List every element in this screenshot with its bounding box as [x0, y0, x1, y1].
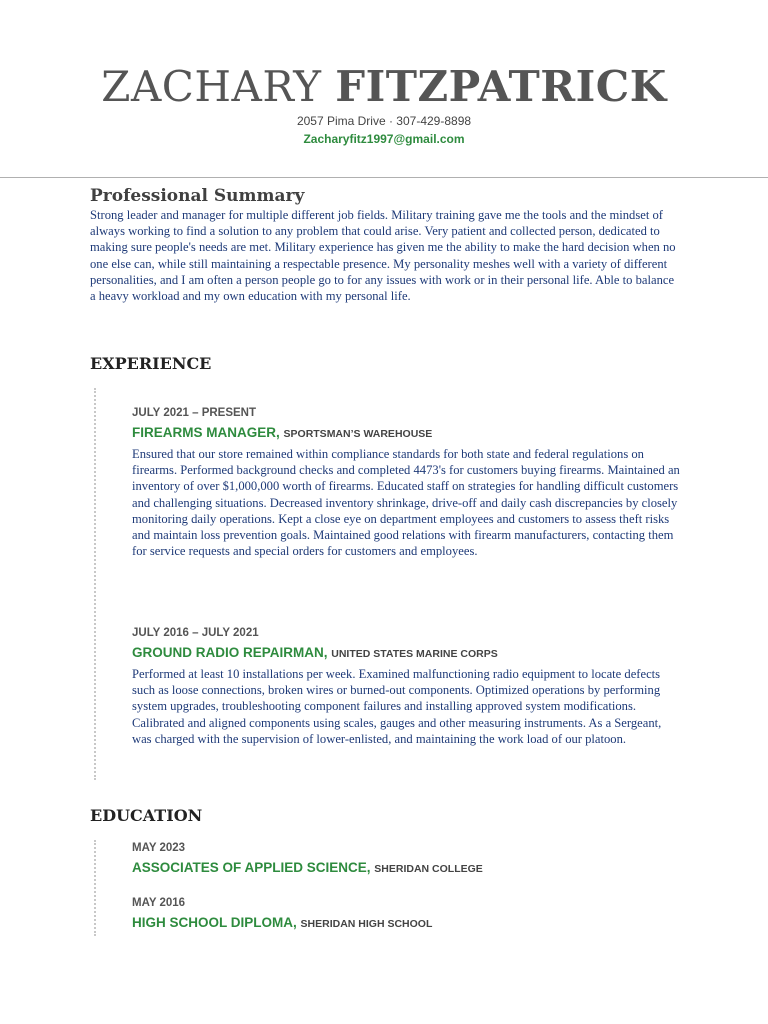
address-phone: 2057 Pima Drive · 307-429-8898 [296, 114, 472, 128]
header-divider [0, 177, 768, 178]
education-heading: EDUCATION [90, 806, 203, 825]
email-link[interactable]: Zacharyfitz1997@gmail.com [303, 132, 465, 146]
education-timeline [94, 840, 96, 936]
candidate-name [0, 62, 768, 111]
job-description: Performed at least 10 installations per week. Examined malfunctioning radio equipment to locate defects such as loose connections, broken wires or burned-out components. Optimized operations by performing system upgrades, troubleshooting component failures and installing approved system modifications. Calibrated and aligned components using scales, gauges and other measuring instruments. As a Sergeant, was charged with the supervision of lower-enlisted, and maintaining the work load of our platoon. [132, 667, 662, 746]
experience-heading: EXPERIENCE [90, 354, 212, 373]
education-title [132, 915, 432, 930]
education-degree: HIGH SCHOOL DIPLOMA, [132, 915, 297, 930]
education-degree: ASSOCIATES OF APPLIED SCIENCE, [132, 860, 371, 875]
job-date: JULY 2021 – PRESENT [132, 407, 257, 419]
job-date: JULY 2016 – JULY 2021 [132, 627, 259, 639]
summary-text: Strong leader and manager for multiple different job fields. Military training gave me the tools and the mindset of always working to find a solution to any problem that could arise. Very patient and collected person, dedicated to making sure people's needs are met. Military experience has given me the ability to make the hard decision when no one else can, while still maintaining a respectable presence. My personality meshes well with a variety of different personalities, and I am often a person people go to for any issues with work or in their personal life. Able to balance a heavy workload and my own education with my personal life. [90, 208, 676, 304]
job-title [132, 645, 498, 660]
job-role: GROUND RADIO REPAIRMAN, [132, 645, 328, 660]
job-organization: SPORTSMAN’S WAREHOUSE [283, 428, 433, 440]
education-date: MAY 2023 [132, 842, 186, 854]
education-title [132, 860, 483, 875]
summary-heading: Professional Summary [90, 186, 305, 206]
education-school: SHERIDAN COLLEGE [374, 863, 483, 875]
job-role: FIREARMS MANAGER, [132, 425, 280, 440]
job-title [132, 425, 432, 440]
last-name: FITZPATRICK [335, 62, 667, 111]
education-date: MAY 2016 [132, 897, 186, 909]
job-organization: UNITED STATES MARINE CORPS [331, 648, 498, 660]
experience-timeline [94, 388, 96, 780]
first-name: ZACHARY [101, 62, 322, 111]
job-description: Ensured that our store remained within compliance standards for both state and federal regulations on firearms. Performed background checks and completed 4473's for customers buying firearms. Maintained an inventory of over $1,000,000 worth of firearms. Educated staff on strategies for handling difficult customers and challenging situations. Decreased inventory shrinkage, drive-off and daily cash discrepancies by closely monitoring daily operations. Kept a close eye on department employees and customers to assess theft risks and maintain loss prevention goals. Maintained good relations with firearm manufacturers, contacting them for service requests and special orders for customers and employees. [132, 447, 680, 559]
education-school: SHERIDAN HIGH SCHOOL [300, 918, 433, 930]
